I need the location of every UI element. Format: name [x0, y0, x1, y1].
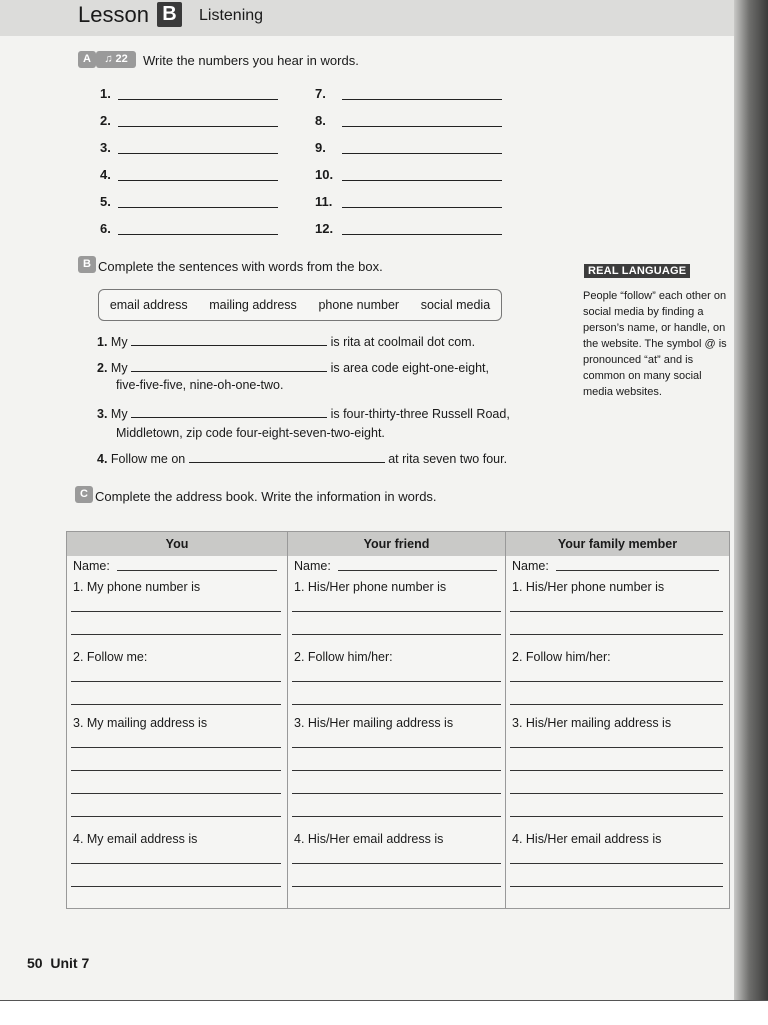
number-item-label: 4. — [100, 167, 111, 182]
address-answer-blank[interactable] — [510, 611, 723, 612]
number-item-label: 9. — [315, 140, 326, 155]
unit-label: Unit 7 — [50, 955, 90, 971]
word-box-item: social media — [420, 298, 491, 312]
address-answer-blank[interactable] — [71, 704, 281, 705]
address-answer-blank[interactable] — [71, 747, 281, 748]
audio-track-badge — [96, 51, 136, 68]
real-language-text: People “follow” each other on social media by finding a person’s name, or handle, on the website. The symbol @ is pronounced “at” and is common on many social media websites. — [583, 290, 727, 398]
address-answer-blank[interactable] — [292, 886, 501, 887]
address-item-label: 2. Follow him/her: — [294, 650, 393, 664]
address-answer-blank[interactable] — [292, 634, 501, 635]
address-item-label: 1. His/Her phone number is — [294, 580, 447, 594]
address-answer-blank[interactable] — [292, 611, 501, 612]
address-answer-blank[interactable] — [510, 886, 723, 887]
word-box — [98, 289, 502, 321]
exercise-a-badge: A — [78, 51, 96, 68]
address-item-label: 4. His/Her email address is — [294, 832, 444, 846]
word-box-item: phone number — [318, 298, 400, 312]
exercise-c-badge: C — [75, 486, 93, 503]
number-item-label: 1. — [100, 86, 111, 101]
number-item-label: 3. — [100, 140, 111, 155]
address-item-label: 1. His/Her phone number is — [512, 580, 665, 594]
number-answer-blank[interactable] — [118, 126, 278, 127]
number-item-label: 2. — [100, 113, 111, 128]
audio-track-number: 22 — [115, 53, 128, 65]
page-number: 50 — [27, 955, 43, 971]
number-item-label: 7. — [315, 86, 326, 101]
number-item-label: 6. — [100, 221, 111, 236]
number-answer-blank[interactable] — [342, 234, 502, 235]
sentence-1: 1. My is rita at coolmail dot com. — [97, 335, 476, 349]
lesson-word: Lesson — [78, 2, 149, 27]
address-book-table — [66, 531, 730, 909]
number-item-label: 10. — [315, 167, 334, 182]
lesson-subtitle: Listening — [199, 7, 264, 24]
number-answer-blank[interactable] — [342, 207, 502, 208]
number-answer-blank[interactable] — [118, 99, 278, 100]
number-answer-blank[interactable] — [342, 153, 502, 154]
address-answer-blank[interactable] — [510, 747, 723, 748]
number-answer-blank[interactable] — [118, 234, 278, 235]
address-answer-blank[interactable] — [71, 816, 281, 817]
address-answer-blank[interactable] — [292, 816, 501, 817]
address-answer-blank[interactable] — [71, 863, 281, 864]
address-item-label: 2. Follow him/her: — [512, 650, 611, 664]
answer-blank[interactable] — [189, 450, 385, 463]
address-answer-blank[interactable] — [292, 770, 501, 771]
real-language-title: REAL LANGUAGE — [584, 264, 690, 278]
answer-blank[interactable] — [131, 359, 327, 372]
column-header-you: You — [67, 532, 287, 556]
sentence-2-continued: five-five-five, nine-oh-one-two. — [116, 378, 284, 392]
exercise-b-badge: B — [78, 256, 96, 273]
sentence-3-continued: Middletown, zip code four-eight-seven-two-eight. — [116, 426, 385, 440]
number-item-label: 12. — [315, 221, 334, 236]
number-answer-blank[interactable] — [118, 207, 278, 208]
column-divider — [287, 532, 288, 908]
address-answer-blank[interactable] — [292, 747, 501, 748]
sentence-3: 3. My is four-thirty-three Russell Road, — [97, 407, 510, 421]
exercise-a-instruction: Write the numbers you hear in words. — [143, 53, 359, 68]
address-item-label: 2. Follow me: — [73, 650, 148, 664]
name-answer-blank[interactable] — [117, 570, 277, 571]
address-answer-blank[interactable] — [510, 681, 723, 682]
number-item-label: 8. — [315, 113, 326, 128]
number-answer-blank[interactable] — [342, 99, 502, 100]
name-answer-blank[interactable] — [556, 570, 719, 571]
address-item-label: 3. My mailing address is — [73, 716, 208, 730]
column-header-family: Your family member — [506, 532, 729, 556]
address-answer-blank[interactable] — [292, 793, 501, 794]
sentence-4: 4. Follow me on at rita seven two four. — [97, 452, 508, 466]
name-label: Name: — [73, 559, 110, 573]
name-answer-blank[interactable] — [338, 570, 497, 571]
lesson-letter-badge: B — [157, 2, 182, 27]
address-answer-blank[interactable] — [292, 704, 501, 705]
column-header-friend: Your friend — [288, 532, 505, 556]
scan-bottom-strip — [0, 1000, 768, 1025]
address-answer-blank[interactable] — [510, 816, 723, 817]
address-answer-blank[interactable] — [71, 611, 281, 612]
address-item-label: 1. My phone number is — [73, 580, 201, 594]
number-item-label: 5. — [100, 194, 111, 209]
address-item-label: 3. His/Her mailing address is — [512, 716, 672, 730]
address-answer-blank[interactable] — [71, 681, 281, 682]
address-answer-blank[interactable] — [510, 770, 723, 771]
address-answer-blank[interactable] — [292, 681, 501, 682]
address-answer-blank[interactable] — [510, 793, 723, 794]
name-label: Name: — [512, 559, 549, 573]
number-answer-blank[interactable] — [342, 180, 502, 181]
audio-icon: ♫ — [104, 53, 113, 65]
address-answer-blank[interactable] — [510, 634, 723, 635]
address-item-label: 3. His/Her mailing address is — [294, 716, 454, 730]
number-answer-blank[interactable] — [118, 153, 278, 154]
sentence-2: 2. My is area code eight-one-eight, — [97, 361, 489, 375]
page-edge-shadow — [734, 0, 768, 1000]
address-answer-blank[interactable] — [510, 863, 723, 864]
page-footer — [27, 955, 89, 971]
exercise-b-instruction: Complete the sentences with words from the box. — [98, 259, 383, 274]
column-divider — [505, 532, 506, 908]
address-answer-blank[interactable] — [71, 886, 281, 887]
number-answer-blank[interactable] — [342, 126, 502, 127]
word-box-item: mailing address — [209, 298, 297, 312]
address-answer-blank[interactable] — [71, 793, 281, 794]
name-label: Name: — [294, 559, 331, 573]
address-item-label: 4. His/Her email address is — [512, 832, 662, 846]
address-answer-blank[interactable] — [71, 634, 281, 635]
address-item-label: 4. My email address is — [73, 832, 198, 846]
answer-blank[interactable] — [131, 333, 327, 346]
address-answer-blank[interactable] — [292, 863, 501, 864]
exercise-c-instruction: Complete the address book. Write the information in words. — [95, 489, 437, 504]
address-answer-blank[interactable] — [71, 770, 281, 771]
address-answer-blank[interactable] — [510, 704, 723, 705]
word-box-item: email address — [109, 298, 188, 312]
number-answer-blank[interactable] — [118, 180, 278, 181]
answer-blank[interactable] — [131, 405, 327, 418]
number-item-label: 11. — [315, 194, 333, 209]
